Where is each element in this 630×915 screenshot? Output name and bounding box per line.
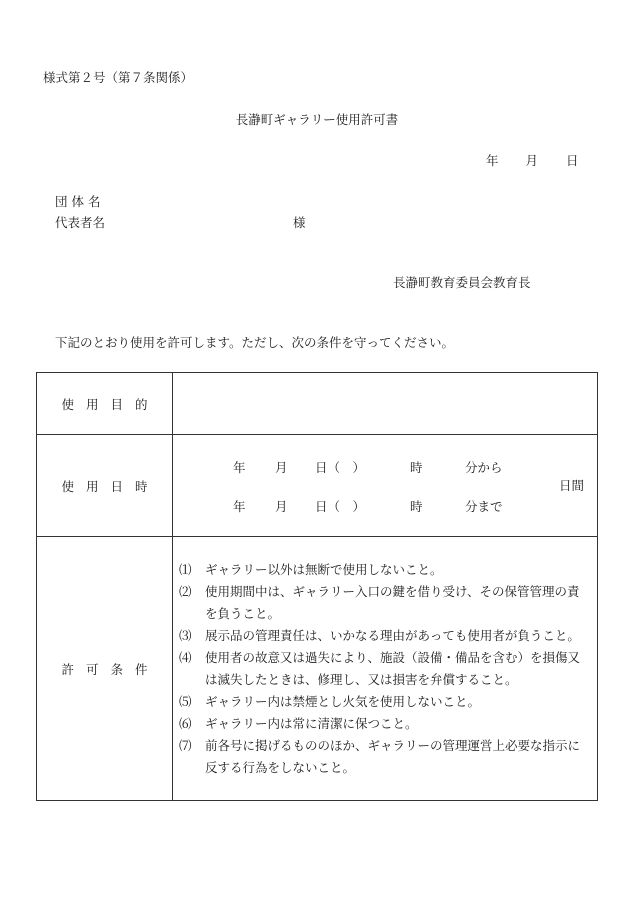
condition-number: ⑵ [179,583,192,599]
condition-item [179,559,589,581]
end-minute: 分まで [465,499,503,514]
conditions-label: 許可条件 [61,661,160,677]
datetime-label-cell [37,435,173,537]
condition-number: ⑸ [179,693,192,709]
datetime-row [37,435,598,537]
condition-number: ⑺ [179,737,192,753]
condition-item [179,581,589,625]
issue-date [486,151,579,169]
start-minute: 分から [465,460,503,475]
purpose-label: 使用目的 [61,396,160,412]
condition-text: ギャラリー内は禁煙とし火気を使用しないこと。 [205,693,481,709]
end-day: 日（ ） [315,499,366,514]
condition-text: 前各号に掲げるもののほか、ギャラリーの管理運営上必要な指示に反する行為をしないこと。 [205,737,581,775]
date-day: 日 [566,153,579,168]
conditions-list [173,549,597,789]
honorific: 様 [293,215,306,230]
condition-text: 使用者の故意又は過失により、施設（設備・備品を含む）を損傷又は滅失したときは、修理し、又は損害を弁償すること。 [205,649,581,687]
end-month: 月 [275,499,288,514]
conditions-row [37,537,598,801]
purpose-row [37,373,598,435]
condition-text: ギャラリー内は常に清潔に保つこと。 [205,715,418,731]
start-year: 年 [233,460,246,475]
end-year: 年 [233,499,246,514]
condition-number: ⑷ [179,649,192,665]
condition-number: ⑶ [179,627,192,643]
condition-item [179,735,589,779]
form-number: 様式第２号（第７条関係） [43,70,194,85]
datetime-label: 使用日時 [61,478,160,494]
condition-text: ギャラリー以外は無断で使用しないこと。 [205,561,443,577]
condition-number: ⑴ [179,561,192,577]
organization-label: 団 体 名 [55,194,101,209]
condition-text: 使用期間中は、ギャラリー入口の鍵を借り受け、その保管管理の責を負うこと。 [205,583,580,621]
start-day: 日（ ） [315,460,366,475]
start-month: 月 [275,460,288,475]
condition-item [179,691,589,713]
conditions-label-cell [37,537,173,801]
date-year: 年 [486,153,499,168]
end-hour: 時 [410,499,423,514]
days-label: 日間 [558,478,584,493]
document-title: 長瀞町ギャラリー使用許可書 [235,112,399,127]
condition-text: 展示品の管理責任は、いかなる理由があっても使用者が負うこと。 [205,627,580,643]
start-hour: 時 [410,460,423,475]
intro-text: 下記のとおり使用を許可します。ただし、次の条件を守ってください。 [55,335,455,350]
condition-item [179,713,589,735]
conditions-cell [173,537,598,801]
date-month: 月 [525,153,539,168]
purpose-field[interactable] [173,373,598,435]
usage-table [36,372,598,801]
issuer-title: 長瀞町教育委員会教育長 [393,275,531,290]
datetime-field[interactable] [173,435,598,537]
condition-number: ⑹ [179,715,192,731]
representative-label: 代表者名 [55,215,106,230]
condition-item [179,625,589,647]
purpose-label-cell [37,373,173,435]
condition-item [179,647,589,691]
